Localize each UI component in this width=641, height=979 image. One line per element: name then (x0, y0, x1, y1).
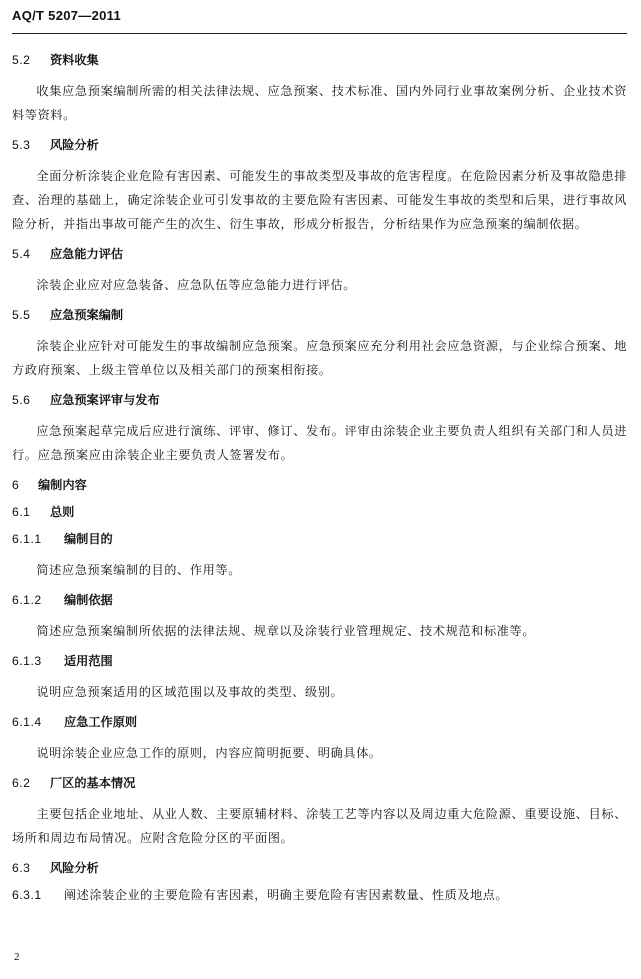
section-number: 6.1 (12, 505, 31, 519)
section-paragraph: 简述应急预案编制的目的、作用等。 (36, 563, 241, 577)
section-number: 6.2 (12, 776, 31, 790)
section-number: 6 (12, 478, 20, 492)
section-title: 总则 (50, 505, 75, 519)
section-heading (12, 887, 627, 903)
section-title: 应急预案评审与发布 (50, 393, 160, 407)
section-paragraph: 收集应急预案编制所需的相关法律法规、应急预案、技术标准、国内外同行业事故案例分析、企业技术资料等资料。 (12, 84, 627, 122)
section-number: 5.4 (12, 247, 31, 261)
section-number: 6.1.2 (12, 593, 42, 607)
document-body (12, 52, 627, 914)
section-paragraph: 涂装企业应对应急装备、应急队伍等应急能力进行评估。 (36, 278, 357, 292)
section-heading (12, 52, 627, 68)
section-title: 风险分析 (50, 861, 99, 875)
section-heading (12, 653, 627, 669)
section-title: 编制目的 (64, 532, 113, 546)
page-number: 2 (14, 951, 20, 963)
section-heading (12, 246, 627, 262)
section-paragraph: 说明涂装企业应急工作的原则，内容应简明扼要、明确具体。 (36, 746, 382, 760)
section-heading (12, 860, 627, 876)
standard-code: AQ/T 5207—2011 (12, 8, 121, 23)
section-heading (12, 531, 627, 547)
section-title: 风险分析 (50, 138, 99, 152)
section-heading (12, 307, 627, 323)
section-paragraph: 主要包括企业地址、从业人数、主要原辅材料、涂装工艺等内容以及周边重大危险源、重要设施、目标、场所和周边布局情况。应附含危险分区的平面图。 (12, 807, 627, 845)
section-number: 6.3 (12, 861, 31, 875)
section-number: 6.1.3 (12, 654, 42, 668)
section-number: 6.3.1 (12, 888, 42, 902)
section-title: 编制内容 (38, 478, 87, 492)
section-paragraph: 全面分析涂装企业危险有害因素、可能发生的事故类型及事故的危害程度。在危险因素分析及事故隐患排查、治理的基础上，确定涂装企业可引发事故的主要危险有害因素、可能发生事故的类型和后果，进行事故风险分析，并指出事故可能产生的次生、衍生事故，形成分析报告，分析结果作为应急预案的编制依据。 (12, 169, 627, 231)
section-number: 6.1.1 (12, 532, 42, 546)
header-rule (12, 33, 627, 34)
section-number: 6.1.4 (12, 715, 42, 729)
section-paragraph: 涂装企业应针对可能发生的事故编制应急预案。应急预案应充分利用社会应急资源，与企业综合预案、地方政府预案、上级主管单位以及相关部门的预案相衔接。 (12, 339, 627, 377)
section-number: 5.3 (12, 138, 31, 152)
section-paragraph: 说明应急预案适用的区域范围以及事故的类型、级别。 (36, 685, 344, 699)
section-title: 厂区的基本情况 (50, 776, 136, 790)
section-paragraph: 简述应急预案编制所依据的法律法规、规章以及涂装行业管理规定、技术规范和标准等。 (36, 624, 536, 638)
section-title: 资料收集 (50, 53, 99, 67)
section-paragraph: 应急预案起草完成后应进行演练、评审、修订、发布。评审由涂装企业主要负责人组织有关部门和人员进行。应急预案应由涂装企业主要负责人签署发布。 (12, 424, 627, 462)
section-title: 适用范围 (64, 654, 113, 668)
section-number: 5.2 (12, 53, 31, 67)
section-title: 应急预案编制 (50, 308, 124, 322)
section-heading (12, 775, 627, 791)
section-heading (12, 137, 627, 153)
section-title: 应急能力评估 (50, 247, 124, 261)
section-heading (12, 392, 627, 408)
section-title: 阐述涂装企业的主要危险有害因素，明确主要危险有害因素数量、性质及地点。 (64, 888, 509, 902)
section-heading (12, 477, 627, 493)
section-heading (12, 504, 627, 520)
section-title: 应急工作原则 (64, 715, 138, 729)
section-number: 5.6 (12, 393, 31, 407)
section-number: 5.5 (12, 308, 31, 322)
section-heading (12, 592, 627, 608)
section-heading (12, 714, 627, 730)
section-title: 编制依据 (64, 593, 113, 607)
